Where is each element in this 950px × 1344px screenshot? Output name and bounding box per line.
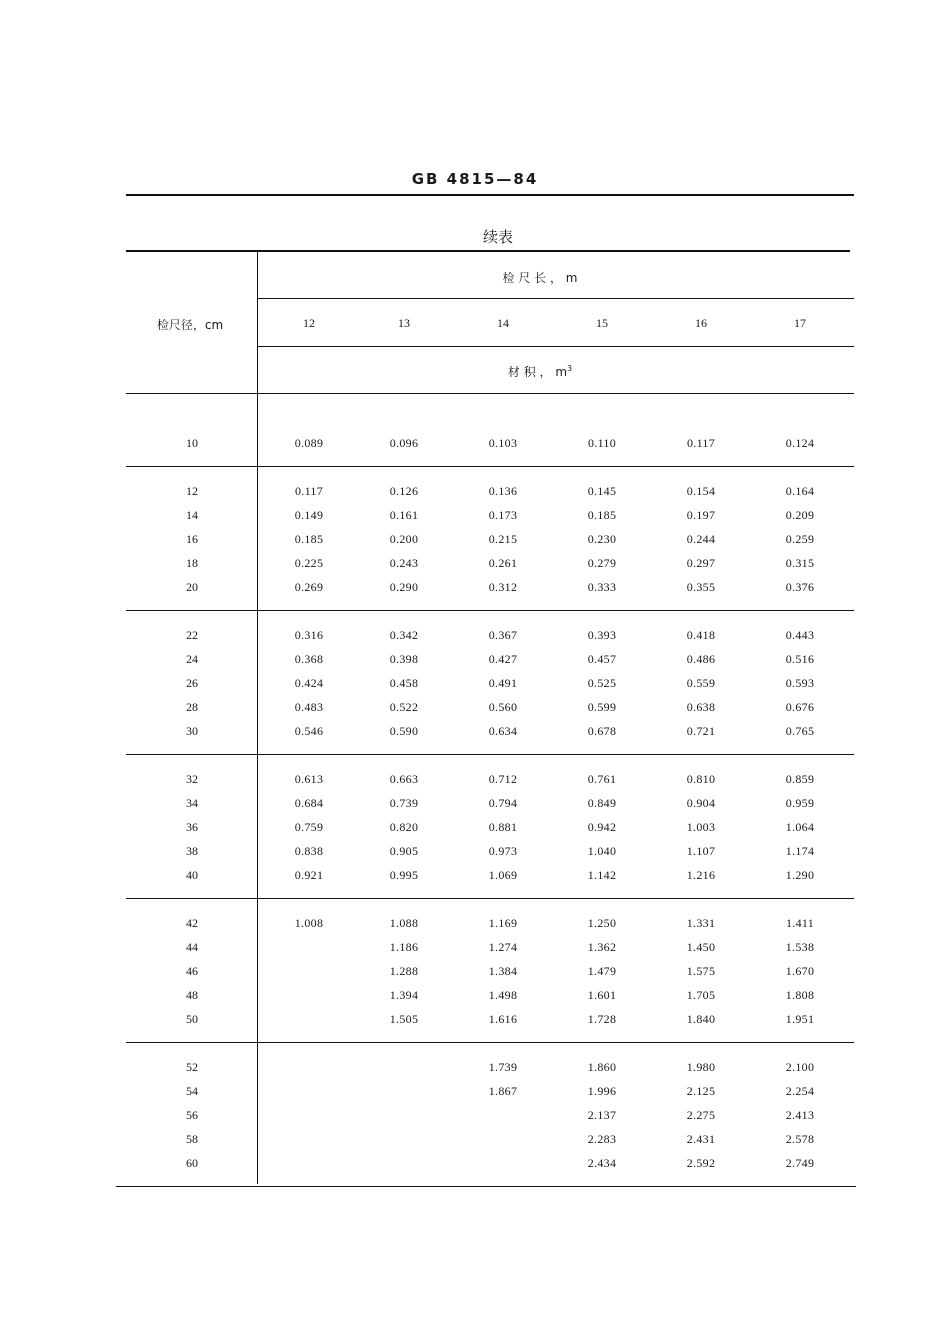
length-column-header: 12 [303, 316, 315, 330]
volume-cell: 0.161 [389, 508, 419, 522]
volume-cell: 1.705 [686, 988, 716, 1002]
row-diameter: 30 [186, 724, 198, 738]
volume-cell: 1.980 [686, 1060, 716, 1074]
volume-cell: 2.431 [686, 1132, 716, 1146]
volume-cell: 2.413 [785, 1108, 815, 1122]
row-diameter: 10 [186, 436, 198, 450]
volume-cell: 0.516 [785, 652, 815, 666]
volume-cell: 1.394 [389, 988, 419, 1002]
length-column-header: 16 [695, 316, 707, 330]
volume-cell: 0.849 [587, 796, 617, 810]
volume-cell: 0.759 [294, 820, 324, 834]
volume-cell: 1.728 [587, 1012, 617, 1026]
volume-cell: 2.434 [587, 1156, 617, 1170]
volume-cell: 1.290 [785, 868, 815, 882]
volume-cell: 2.592 [686, 1156, 716, 1170]
volume-cell: 1.040 [587, 844, 617, 858]
row-diameter: 46 [186, 964, 198, 978]
volume-cell: 1.274 [488, 940, 518, 954]
volume-cell: 0.590 [389, 724, 419, 738]
volume-cell: 1.601 [587, 988, 617, 1002]
row-diameter: 42 [186, 916, 198, 930]
volume-cell: 0.279 [587, 556, 617, 570]
volume-cell: 2.125 [686, 1084, 716, 1098]
volume-cell: 1.169 [488, 916, 518, 930]
volume-cell: 1.250 [587, 916, 617, 930]
volume-cell: 0.145 [587, 484, 617, 498]
row-diameter: 24 [186, 652, 198, 666]
row-diameter: 38 [186, 844, 198, 858]
volume-cell: 0.921 [294, 868, 324, 882]
volume-cell: 1.288 [389, 964, 419, 978]
row-diameter: 18 [186, 556, 198, 570]
volume-header: 材 积 ， m [507, 365, 568, 379]
volume-cell: 0.342 [389, 628, 419, 642]
volume-cell: 0.712 [488, 772, 518, 786]
volume-cell: 1.739 [488, 1060, 518, 1074]
volume-cell: 1.003 [686, 820, 716, 834]
volume-cell: 0.820 [389, 820, 419, 834]
standard-code: GB 4815—84 [411, 170, 539, 188]
volume-cell: 0.089 [294, 436, 324, 450]
volume-cell: 1.505 [389, 1012, 419, 1026]
volume-cell: 0.243 [389, 556, 419, 570]
header-bottom-rule [126, 393, 854, 394]
column-header-rule [258, 346, 854, 347]
length-column-header: 13 [398, 316, 410, 330]
volume-cell: 1.186 [389, 940, 419, 954]
volume-cell: 1.008 [294, 916, 324, 930]
volume-cell: 0.103 [488, 436, 518, 450]
table-bottom-rule [116, 1186, 856, 1187]
row-diameter: 44 [186, 940, 198, 954]
volume-cell: 0.794 [488, 796, 518, 810]
volume-cell: 0.200 [389, 532, 419, 546]
length-column-header: 14 [497, 316, 509, 330]
volume-cell: 1.331 [686, 916, 716, 930]
volume-cell: 1.860 [587, 1060, 617, 1074]
length-header-rule [258, 298, 854, 299]
volume-cell: 0.261 [488, 556, 518, 570]
volume-cell: 1.174 [785, 844, 815, 858]
volume-cell: 0.491 [488, 676, 518, 690]
volume-cell: 1.411 [785, 916, 815, 930]
row-diameter: 54 [186, 1084, 198, 1098]
volume-cell: 0.197 [686, 508, 716, 522]
length-column-header: 17 [794, 316, 806, 330]
volume-cell: 0.315 [785, 556, 815, 570]
volume-cell: 1.088 [389, 916, 419, 930]
volume-cell: 0.765 [785, 724, 815, 738]
row-diameter: 56 [186, 1108, 198, 1122]
volume-cell: 0.739 [389, 796, 419, 810]
group-separator [126, 1042, 854, 1043]
volume-cell: 0.881 [488, 820, 518, 834]
volume-cell: 0.599 [587, 700, 617, 714]
volume-cell: 0.209 [785, 508, 815, 522]
volume-cell: 0.458 [389, 676, 419, 690]
volume-cell: 0.525 [587, 676, 617, 690]
volume-cell: 0.810 [686, 772, 716, 786]
volume-cell: 1.996 [587, 1084, 617, 1098]
volume-cell: 0.185 [294, 532, 324, 546]
volume-cell: 0.312 [488, 580, 518, 594]
volume-cell: 1.538 [785, 940, 815, 954]
group-separator [126, 466, 854, 467]
volume-cell: 0.126 [389, 484, 419, 498]
volume-cell: 1.616 [488, 1012, 518, 1026]
row-diameter: 48 [186, 988, 198, 1002]
volume-cell: 0.368 [294, 652, 324, 666]
volume-cell: 0.905 [389, 844, 419, 858]
volume-cell: 2.275 [686, 1108, 716, 1122]
volume-cell: 2.578 [785, 1132, 815, 1146]
volume-cell: 1.808 [785, 988, 815, 1002]
volume-cell: 1.840 [686, 1012, 716, 1026]
volume-cell: 0.164 [785, 484, 815, 498]
group-separator [126, 898, 854, 899]
volume-cell: 0.230 [587, 532, 617, 546]
volume-cell: 0.149 [294, 508, 324, 522]
volume-cell: 0.376 [785, 580, 815, 594]
volume-cell: 0.367 [488, 628, 518, 642]
volume-cell: 0.560 [488, 700, 518, 714]
volume-cell: 1.069 [488, 868, 518, 882]
volume-cell: 1.216 [686, 868, 716, 882]
volume-cell: 2.749 [785, 1156, 815, 1170]
volume-cell: 2.254 [785, 1084, 815, 1098]
volume-cell: 0.154 [686, 484, 716, 498]
volume-cell: 1.867 [488, 1084, 518, 1098]
volume-cell: 0.124 [785, 436, 815, 450]
volume-cell: 0.613 [294, 772, 324, 786]
row-diameter: 40 [186, 868, 198, 882]
row-diameter: 22 [186, 628, 198, 642]
volume-cell: 0.117 [686, 436, 716, 450]
row-diameter: 36 [186, 820, 198, 834]
volume-cell: 1.951 [785, 1012, 815, 1026]
volume-cell: 0.398 [389, 652, 419, 666]
volume-cell: 0.173 [488, 508, 518, 522]
volume-cell: 0.110 [587, 436, 617, 450]
volume-cell: 1.450 [686, 940, 716, 954]
volume-cell: 0.634 [488, 724, 518, 738]
volume-cell: 1.575 [686, 964, 716, 978]
volume-cell: 1.498 [488, 988, 518, 1002]
table-top-rule [126, 250, 850, 252]
volume-cell: 0.136 [488, 484, 518, 498]
volume-cell: 0.215 [488, 532, 518, 546]
row-diameter: 52 [186, 1060, 198, 1074]
volume-cell: 0.684 [294, 796, 324, 810]
volume-cell: 0.546 [294, 724, 324, 738]
volume-cell: 0.859 [785, 772, 815, 786]
group-separator [126, 754, 854, 755]
table-caption: 续表 [482, 228, 513, 246]
volume-cell: 2.100 [785, 1060, 815, 1074]
length-column-header: 15 [596, 316, 608, 330]
row-diameter: 26 [186, 676, 198, 690]
volume-cell: 0.663 [389, 772, 419, 786]
volume-cell: 2.283 [587, 1132, 617, 1146]
volume-cell: 0.721 [686, 724, 716, 738]
volume-cell: 0.418 [686, 628, 716, 642]
volume-cell: 2.137 [587, 1108, 617, 1122]
volume-cell: 0.443 [785, 628, 815, 642]
row-diameter: 12 [186, 484, 198, 498]
volume-cell: 0.593 [785, 676, 815, 690]
volume-cell: 0.185 [587, 508, 617, 522]
volume-unit-exponent: 3 [567, 364, 573, 373]
volume-cell: 0.424 [294, 676, 324, 690]
row-diameter: 14 [186, 508, 198, 522]
volume-cell: 1.142 [587, 868, 617, 882]
volume-cell: 0.959 [785, 796, 815, 810]
row-diameter: 34 [186, 796, 198, 810]
volume-cell: 0.483 [294, 700, 324, 714]
volume-cell: 1.064 [785, 820, 815, 834]
volume-cell: 1.107 [686, 844, 716, 858]
volume-cell: 0.244 [686, 532, 716, 546]
volume-cell: 1.479 [587, 964, 617, 978]
volume-cell: 0.427 [488, 652, 518, 666]
volume-cell: 0.973 [488, 844, 518, 858]
volume-cell: 0.522 [389, 700, 419, 714]
row-diameter: 50 [186, 1012, 198, 1026]
volume-cell: 1.362 [587, 940, 617, 954]
top-rule [126, 194, 854, 196]
volume-cell: 0.393 [587, 628, 617, 642]
volume-cell: 0.638 [686, 700, 716, 714]
volume-cell: 0.117 [294, 484, 324, 498]
volume-cell: 0.995 [389, 868, 419, 882]
stub-column-rule [257, 252, 258, 1184]
volume-cell: 0.297 [686, 556, 716, 570]
volume-cell: 1.670 [785, 964, 815, 978]
volume-cell: 0.838 [294, 844, 324, 858]
row-diameter: 20 [186, 580, 198, 594]
volume-cell: 0.457 [587, 652, 617, 666]
volume-cell: 0.316 [294, 628, 324, 642]
volume-cell: 0.559 [686, 676, 716, 690]
row-header-label: 检尺径，cm [156, 318, 224, 332]
volume-cell: 0.259 [785, 532, 815, 546]
volume-cell: 0.761 [587, 772, 617, 786]
volume-cell: 1.384 [488, 964, 518, 978]
volume-cell: 0.676 [785, 700, 815, 714]
row-diameter: 58 [186, 1132, 198, 1146]
row-diameter: 28 [186, 700, 198, 714]
volume-cell: 0.942 [587, 820, 617, 834]
volume-cell: 0.290 [389, 580, 419, 594]
group-separator [126, 610, 854, 611]
row-diameter: 16 [186, 532, 198, 546]
volume-cell: 0.486 [686, 652, 716, 666]
row-diameter: 32 [186, 772, 198, 786]
volume-cell: 0.355 [686, 580, 716, 594]
row-diameter: 60 [186, 1156, 198, 1170]
volume-cell: 0.269 [294, 580, 324, 594]
volume-header-wrap [440, 363, 640, 380]
volume-cell: 0.904 [686, 796, 716, 810]
length-header: 检 尺 长 ， m [502, 271, 578, 285]
volume-cell: 0.333 [587, 580, 617, 594]
volume-cell: 0.225 [294, 556, 324, 570]
volume-cell: 0.678 [587, 724, 617, 738]
volume-cell: 0.096 [389, 436, 419, 450]
